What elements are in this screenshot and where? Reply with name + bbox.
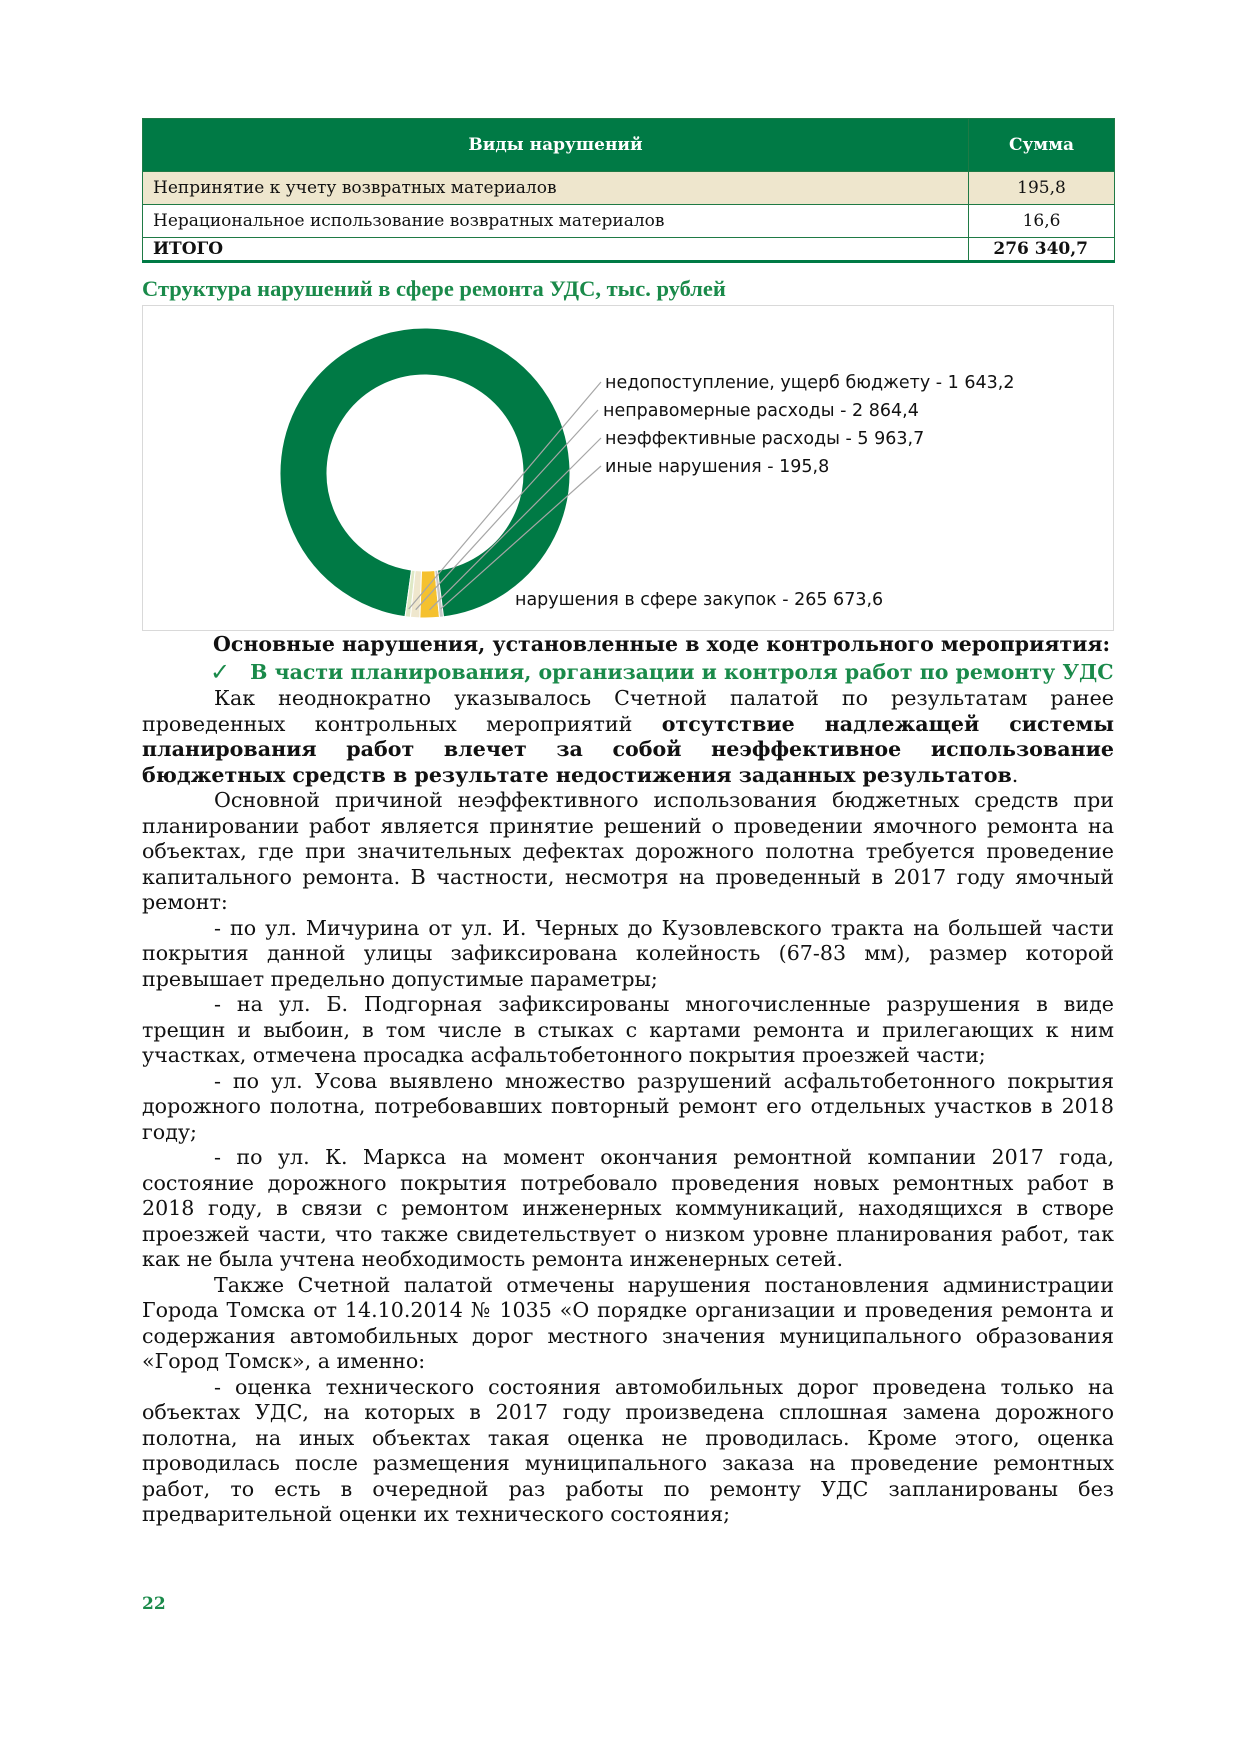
donut-chart-svg [143,306,1113,630]
table-row [143,205,1115,238]
section-title: Основные нарушения, установленные в ходе контрольного мероприятия: [213,632,1111,656]
slice-label: нарушения в сфере закупок - 265 673,6 [515,590,884,610]
paragraph: - по ул. К. Маркса на момент окончания ремонтной компании 2017 года, состояние дорожного покрытия потребовало проведения новых ремонтных работ в 2018 году, в связи с ремонтом инженерных коммуникаций, находящихся в створе проезжей части, что также свидетельствует о низком уровне планирования работ, так как не была учтена необходимость ремонта инженерных сетей. [142,1145,1114,1271]
body-text [142,686,1114,1528]
paragraph-text: . [1011,762,1019,787]
page-number: 22 [142,1594,166,1614]
paragraph [142,686,1114,788]
subsection-title [210,658,1114,686]
slice-label: неправомерные расходы - 2 864,4 [603,401,919,421]
row-value: 195,8 [969,172,1115,205]
paragraph: Основной причиной неэффективного использования бюджетных средств при планировании работ является принятие решений о проведении ямочного ремонта на объектах, где при значительных дефектах дорожного полотна требуется проведение капитального ремонта. В частности, несмотря на проведенный в 2017 году ямочный ремонт: [142,788,1114,914]
slice-label: неэффективные расходы - 5 963,7 [605,429,925,449]
total-label: ИТОГО [143,238,969,262]
table-total-row [143,238,1115,262]
paragraph: - на ул. Б. Подгорная зафиксированы многочисленные разрушения в виде трещин и выбоин, в том числе в стыках с картами ремонта и прилегающих к ним участках, отмечена просадка асфальтобетонного покрытия проезжей части; [142,992,1114,1067]
chart-title: Структура нарушений в сфере ремонта УДС, тыс. рублей [142,276,726,301]
paragraph-text: Как неоднократно указывалось Счетной палатой по результатам ранее проведенных контрольных мероприятий [142,686,1114,736]
header-types: Виды нарушений [143,119,969,172]
row-name: Нерациональное использование возвратных материалов [143,205,969,238]
slice-label: иные нарушения - 195,8 [605,457,830,477]
paragraph: - по ул. Усова выявлено множество разрушений асфальтобетонного покрытия дорожного полотна, потребовавших повторный ремонт его отдельных участков в 2018 году; [142,1068,1114,1144]
paragraph: - оценка технического состояния автомобильных дорог проведена только на объектах УДС, на которых в 2017 году произведена сплошная замена дорожного полотна, на иных объектах такая оценка не проводилась. Кроме этого, оценка проводилась после размещения муниципального заказа на проведение ремонтных работ, то есть в очередной раз работы по ремонту УДС запланированы без предварительной оценки их технического состояния; [142,1374,1114,1526]
total-value: 276 340,7 [969,238,1115,262]
table-row [143,172,1115,205]
row-name: Непринятие к учету возвратных материалов [143,172,969,205]
header-sum: Сумма [969,119,1115,172]
table-header-row [143,119,1115,172]
subsection-title-text: В части планирования, организации и контроля работ по ремонту УДС [250,660,1114,684]
paragraph-bold-text: отсутствие надлежащей системы планирования работ влечет за собой неэффективное использование бюджетных средств в результате недостижения заданных результатов [142,711,1114,787]
paragraph: - по ул. Мичурина от ул. И. Черных до Кузовлевского тракта на большей части покрытия данной улицы зафиксирована колейность (67-83 мм), размер которой превышает предельно допустимые параметры; [142,915,1114,991]
row-value: 16,6 [969,205,1115,238]
checkmark-icon: ✓ [210,658,231,686]
paragraph: Также Счетной палатой отмечены нарушения постановления администрации Города Томска от 14.10.2014 № 1035 «О порядке организации и проведения ремонта и содержания автомобильных дорог местного значения муниципального образования «Город Томск», а именно: [142,1272,1114,1373]
leader-line [441,466,601,609]
slice-label: недопоступление, ущерб бюджету - 1 643,2 [605,373,1015,393]
donut-chart [142,305,1114,631]
violations-table [142,118,1115,263]
